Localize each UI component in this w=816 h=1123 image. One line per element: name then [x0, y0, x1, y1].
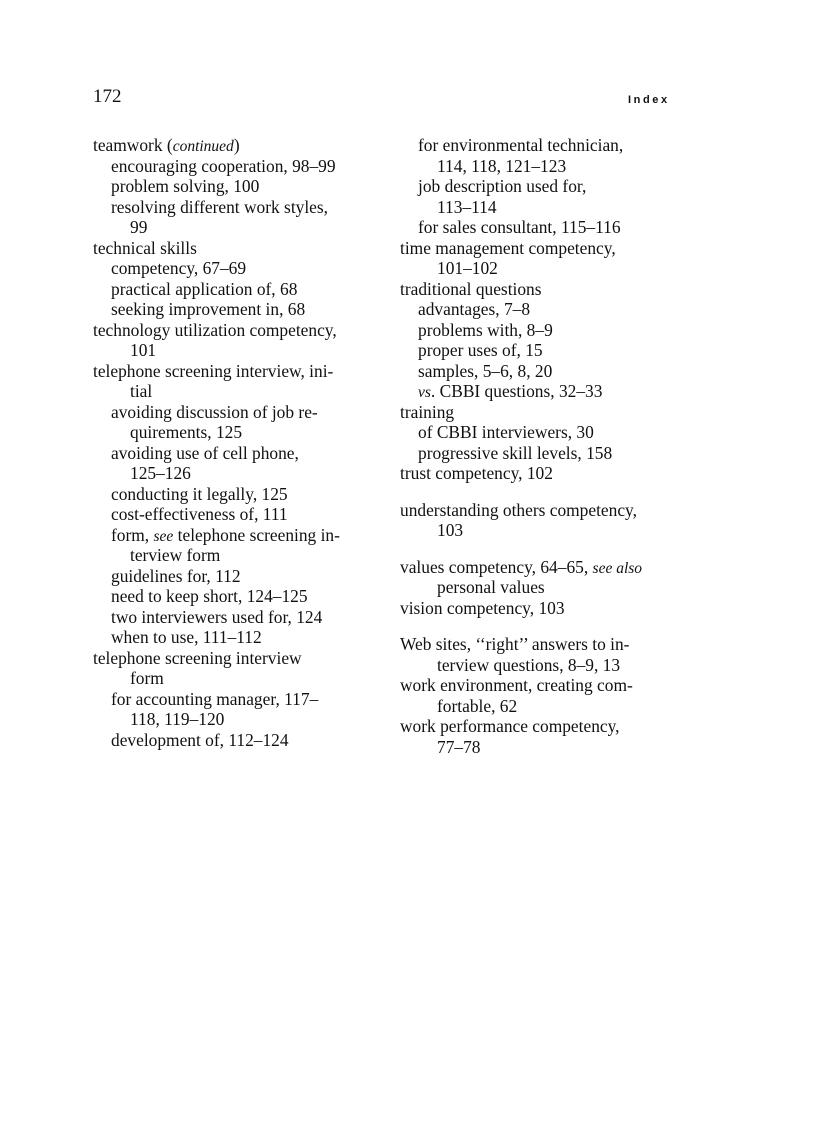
entry-text: development of, 112–124 — [111, 729, 289, 750]
index-subentry — [93, 730, 393, 751]
entry-italic-text: see also — [592, 559, 643, 577]
entry-text: two interviewers used for, 124 — [111, 606, 323, 627]
index-subentry — [93, 422, 393, 443]
entry-text: technical skills — [93, 237, 197, 258]
index-entry — [93, 648, 393, 669]
entry-text-tail: . CBBI questions, 32–33 — [430, 381, 603, 401]
index-subentry — [400, 258, 700, 279]
index-subentry — [400, 320, 700, 341]
index-subentry — [400, 135, 700, 156]
index-subentry — [93, 299, 393, 320]
index-subentry — [400, 299, 700, 320]
index-subentry — [93, 176, 393, 197]
entry-text: values competency, 64–65, — [400, 556, 593, 577]
entry-text-tail: telephone screening in- — [173, 524, 340, 545]
entry-text: 99 — [130, 217, 148, 237]
index-subentry — [93, 627, 393, 648]
index-subentry — [93, 463, 393, 484]
entry-gap — [400, 541, 700, 557]
index-subentry — [93, 381, 393, 402]
index-subentry — [93, 689, 393, 710]
index-subentry — [400, 217, 700, 238]
entry-text: need to keep short, 124–125 — [111, 586, 308, 606]
entry-text: vision competency, 103 — [400, 597, 565, 618]
entry-italic-text: see — [153, 527, 174, 545]
index-entry — [400, 675, 700, 696]
index-entry — [93, 238, 393, 259]
entry-text: form, — [111, 524, 154, 545]
index-subentry — [93, 279, 393, 300]
index-subentry — [93, 484, 393, 505]
entry-text: telephone screening interview, ini- — [93, 360, 334, 381]
index-subentry — [400, 197, 700, 218]
entry-text: work performance competency, — [400, 716, 620, 736]
index-entry — [400, 500, 700, 521]
entry-text: encouraging cooperation, 98–99 — [111, 155, 336, 176]
index-entry — [93, 135, 393, 156]
entry-text: problem solving, 100 — [111, 176, 260, 196]
index-subentry — [400, 361, 700, 382]
entry-text: proper uses of, 15 — [418, 340, 543, 360]
entry-text: understanding others competency, — [400, 499, 637, 520]
entry-text: guidelines for, 112 — [111, 565, 241, 586]
entry-text: 77–78 — [437, 736, 481, 757]
index-subentry — [400, 381, 700, 402]
entry-text: of CBBI interviewers, 30 — [418, 422, 594, 442]
entry-text: trust competency, 102 — [400, 463, 553, 483]
page-number: 172 — [93, 86, 122, 107]
entry-text: problems with, 8–9 — [418, 319, 553, 340]
running-head: Index — [628, 94, 670, 106]
entry-text: traditional questions — [400, 278, 542, 299]
index-subentry — [400, 176, 700, 197]
index-column-right — [400, 135, 700, 757]
entry-text: resolving different work styles, — [111, 196, 329, 217]
index-entry — [400, 279, 700, 300]
index-column-left — [93, 135, 393, 750]
entry-text: for accounting manager, 117– — [111, 688, 319, 709]
entry-text: Web sites, ‘‘right’’ answers to in- — [400, 634, 630, 654]
index-subentry — [400, 422, 700, 443]
index-subentry — [93, 586, 393, 607]
entry-text: 125–126 — [130, 463, 191, 483]
index-subentry — [93, 258, 393, 279]
entry-gap — [400, 484, 700, 500]
entry-text: time management competency, — [400, 237, 616, 258]
entry-italic-text: vs — [418, 384, 431, 401]
entry-text: teamwork — [93, 135, 163, 155]
entry-text: quirements, 125 — [130, 422, 243, 442]
index-subentry — [93, 443, 393, 464]
index-subentry — [93, 156, 393, 177]
entry-text: work environment, creating com- — [400, 675, 633, 695]
entry-text: telephone screening interview — [93, 647, 302, 668]
entry-italic-text: continued — [172, 138, 234, 155]
index-entry — [400, 634, 700, 655]
entry-text: terview form — [130, 545, 221, 565]
entry-text: progressive skill levels, 158 — [418, 442, 613, 463]
entry-text: when to use, 111–112 — [111, 627, 262, 647]
entry-text: 113–114 — [437, 196, 497, 217]
index-subentry — [400, 696, 700, 717]
entry-text: tial — [130, 381, 153, 401]
index-entry — [93, 361, 393, 382]
entry-text: 101–102 — [437, 258, 498, 278]
index-subentry — [93, 197, 393, 218]
entry-text-tail: ) — [233, 135, 240, 155]
index-entry — [400, 402, 700, 423]
entry-text: practical application of, 68 — [111, 278, 298, 299]
entry-text: avoiding use of cell phone, — [111, 442, 299, 463]
index-subentry — [93, 340, 393, 361]
entry-text-after: ( — [162, 135, 173, 155]
entry-text: 114, 118, 121–123 — [437, 155, 567, 176]
index-subentry — [93, 217, 393, 238]
index-subentry — [93, 709, 393, 730]
index-subentry — [93, 668, 393, 689]
index-subentry — [93, 504, 393, 525]
index-entry — [400, 716, 700, 737]
index-entry — [400, 463, 700, 484]
entry-text: for environmental technician, — [418, 135, 624, 155]
index-entry — [400, 598, 700, 619]
index-entry — [93, 320, 393, 341]
entry-text: technology utilization competency, — [93, 319, 337, 340]
entry-text: avoiding discussion of job re- — [111, 401, 318, 422]
index-subentry — [400, 443, 700, 464]
entry-text: 103 — [437, 520, 464, 540]
index-entry — [400, 557, 700, 578]
entry-text: competency, 67–69 — [111, 258, 247, 278]
entry-gap — [400, 618, 700, 634]
index-subentry — [400, 520, 700, 541]
entry-text: 118, 119–120 — [130, 709, 225, 729]
entry-text: samples, 5–6, 8, 20 — [418, 360, 553, 381]
index-subentry — [400, 577, 700, 598]
entry-text: fortable, 62 — [437, 695, 518, 716]
entry-text: conducting it legally, 125 — [111, 483, 288, 504]
index-entry — [400, 238, 700, 259]
entry-text: cost-effectiveness of, 111 — [111, 504, 288, 524]
entry-text: job description used for, — [418, 176, 587, 196]
index-subentry — [93, 402, 393, 423]
entry-text: advantages, 7–8 — [418, 299, 531, 319]
index-subentry — [93, 607, 393, 628]
index-subentry — [93, 566, 393, 587]
entry-text: 101 — [130, 340, 157, 360]
index-subentry — [400, 340, 700, 361]
entry-text: seeking improvement in, 68 — [111, 299, 306, 319]
entry-text: personal values — [437, 577, 545, 597]
index-subentry — [400, 737, 700, 758]
entry-text: training — [400, 401, 455, 422]
index-subentry — [93, 525, 393, 546]
index-subentry — [400, 655, 700, 676]
index-subentry — [400, 156, 700, 177]
index-subentry — [93, 545, 393, 566]
entry-text: form — [130, 668, 164, 688]
entry-text: for sales consultant, 115–116 — [418, 217, 621, 237]
entry-text: terview questions, 8–9, 13 — [437, 654, 621, 675]
